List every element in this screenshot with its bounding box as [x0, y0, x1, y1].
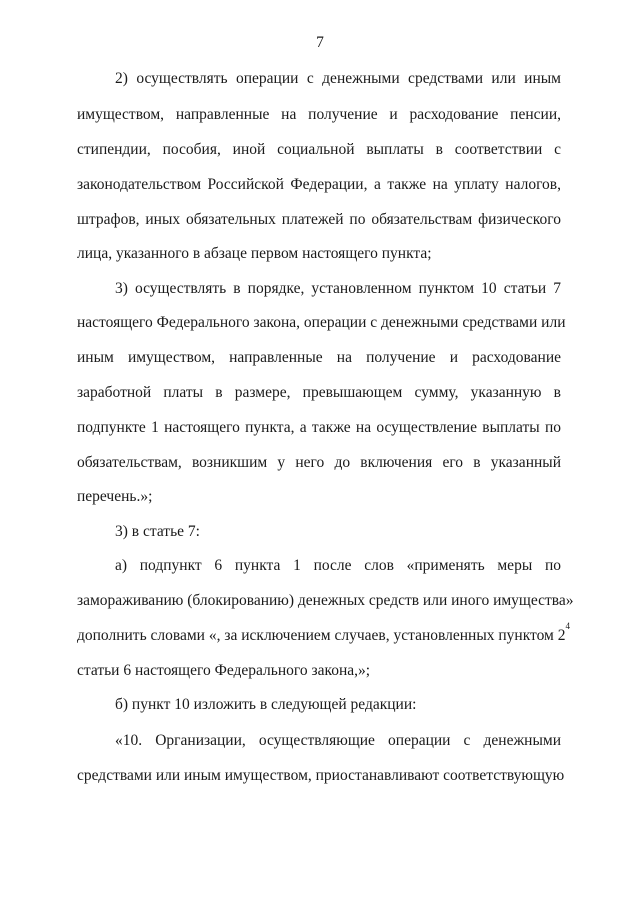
text-line: иным имуществом, направленные на получение и расходование: [77, 349, 561, 366]
text-line: настоящего Федерального закона, операции с денежными средствами или: [77, 314, 566, 331]
text-line: «10. Организации, осуществляющие операции с денежными: [115, 732, 561, 749]
text-line: заработной платы в размере, превышающем сумму, указанную в: [77, 384, 561, 401]
text-line: стипендии, пособия, иной социальной выплаты в соответствии с: [77, 141, 561, 158]
text-line: перечень.»;: [77, 488, 153, 505]
text-line: 3) осуществлять в порядке, установленном пунктом 10 статьи 7: [115, 280, 561, 297]
text-line: замораживанию (блокированию) денежных средств или иного имущества»: [77, 592, 574, 609]
page-number: 7: [316, 34, 324, 51]
text-line: а) подпункт 6 пункта 1 после слов «применять меры по: [115, 557, 561, 574]
text-line: законодательством Российской Федерации, а также на уплату налогов,: [77, 176, 561, 193]
text-line: лица, указанного в абзаце первом настоящего пункта;: [77, 245, 432, 262]
text-line: б) пункт 10 изложить в следующей редакции:: [115, 696, 417, 713]
text-line: дополнить словами «, за исключением случаев, установленных пунктом 2: [77, 627, 566, 644]
text-line: 3) в статье 7:: [115, 523, 200, 540]
text-line: штрафов, иных обязательных платежей по обязательствам физического: [77, 211, 561, 228]
text-line: 2) осуществлять операции с денежными средствами или иным: [115, 70, 561, 87]
text-line: статьи 6 настоящего Федерального закона,»;: [77, 662, 371, 679]
text-line: подпункте 1 настоящего пункта, а также на осуществление выплаты по: [77, 419, 561, 436]
text-line: обязательствам, возникшим у него до включения его в указанный: [77, 454, 561, 471]
text-line-with-superscript: [77, 621, 570, 646]
text-line: имуществом, направленные на получение и расходование пенсии,: [77, 106, 561, 123]
text-line: средствами или иным имуществом, приостанавливают соответствующую: [77, 767, 565, 784]
superscript: 4: [565, 621, 570, 631]
